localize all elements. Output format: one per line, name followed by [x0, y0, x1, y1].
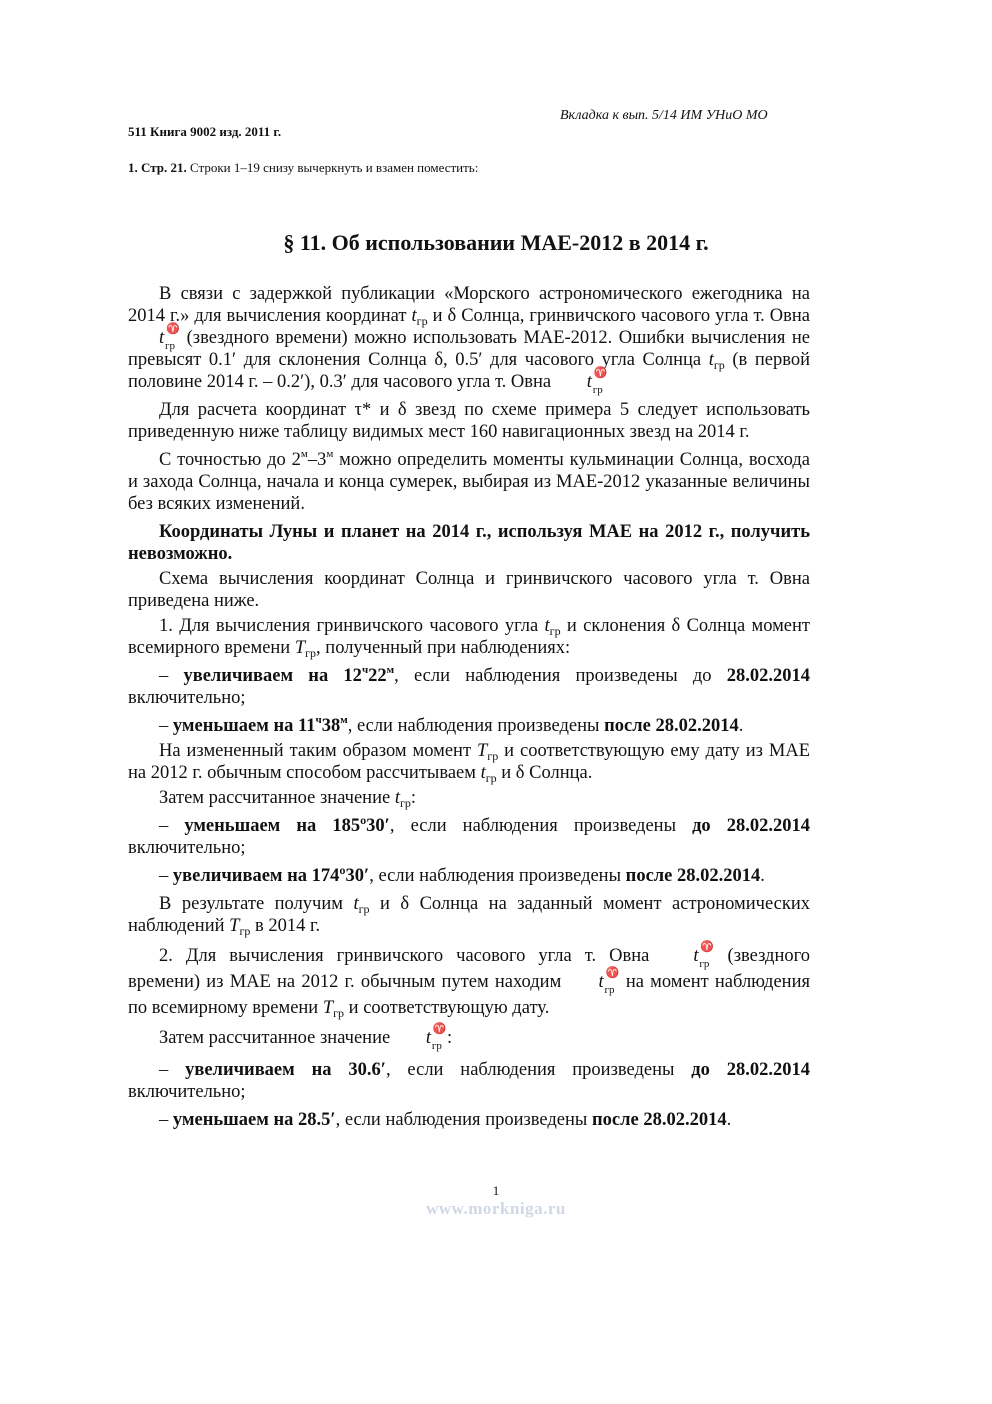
section-title: § 11. Об использовании МАЕ-2012 в 2014 г. — [283, 230, 709, 255]
change-prefix: 1. Стр. 21. — [128, 160, 187, 175]
paragraph-1: В связи с задержкой публикации «Морского астрономического ежегодника на 2014 г.» для вычисления координат $t_{гр}$ и δ Солнца, гринвичского часового угла т. Овна t ♈ гр (звездного времени) можно использовать МАЕ-2012. Ошибки вычисления не превысят 0.1′ для склонения Солнца δ, 0.5′ для часового угла Солнца $t_{гр}$ (в первой половине 2014 г. – 0.2′), 0.3′ для часового угла т. Овна t ♈ гр — [128, 284, 810, 396]
insert-note: Вкладка к вып. 5/14 ИМ УНиО МО — [560, 108, 768, 123]
paragraph-2: Для расчета координат τ* и δ звезд по схеме примера 5 следует использовать приведенную ниже таблицу видимых мест 160 навигационных звезд на 2014 г. — [128, 400, 810, 442]
paragraph-13: В результате получим $t_{гр}$ и δ Солнца на заданный момент астрономических наблюдений $T_{гр}$ в 2014 г. — [128, 894, 810, 938]
change-instruction — [128, 160, 478, 176]
book-reference: 511 Книга 9002 изд. 2011 г. — [128, 124, 282, 139]
paragraph-16: – увеличиваем на 30.6′, если наблюдения произведены до 28.02.2014 включительно; — [128, 1060, 811, 1102]
paragraph-8: – уменьшаем на $11^ч38^м$, если наблюдения произведены после 28.02.2014. — [159, 714, 744, 736]
paragraph-17: – уменьшаем на 28.5′, если наблюдения произведены после 28.02.2014. — [159, 1110, 732, 1130]
section-body — [128, 283, 810, 1137]
website-watermark: www.morkniga.ru — [426, 1199, 566, 1218]
page-number: 1 — [492, 1183, 500, 1198]
change-text: Строки 1–19 снизу вычеркнуть и взамен поместить: — [186, 160, 479, 175]
paragraph-4: Координаты Луны и планет на 2014 г., используя МАЕ на 2012 г., получить невозможно. — [128, 522, 810, 564]
paragraph-11: – уменьшаем на 185º30′, если наблюдения произведены до 28.02.2014 включительно; — [128, 816, 811, 858]
paragraph-15: Затем рассчитанное значение t ♈ гр : — [159, 1023, 453, 1052]
paragraph-6: 1. Для вычисления гринвичского часового угла $t_{гр}$ и склонения δ Солнца момент всемирного времени $T_{гр}$, полученный при наблюдениях: — [128, 616, 810, 660]
paragraph-3: С точностью до $2^м-3^м$ можно определить моменты кульминации Солнца, восхода и захода Солнца, начала и конца сумерек, выбирая из МАЕ-2012 указанные величины без всяких изменений. — [128, 448, 810, 514]
paragraph-9: На измененный таким образом момент $T_{гр}$ и соответствующую ему дату из МАЕ на 2012 г. обычным способом рассчитываем $t_{гр}$ и δ Солнца. — [128, 741, 811, 785]
paragraph-12: – увеличиваем на 174º30′, если наблюдения произведены после 28.02.2014. — [159, 866, 765, 886]
paragraph-7: – увеличиваем на $12^ч22^м$, если наблюдения произведены до 28.02.2014 включительно; — [128, 664, 811, 708]
paragraph-10: Затем рассчитанное значение $t_{гр}$: — [159, 788, 417, 810]
paragraph-14: 2. Для вычисления гринвичского часового угла т. Овна t ♈ гр (звездного времени) из МАЕ на 2012 г. обычным путем находим t ♈ гр на момент наблюдения по всемирному времени $T_{гр}$ и соответствующую дату. — [128, 941, 810, 1020]
paragraph-5: Схема вычисления координат Солнца и гринвичского часового угла т. Овна приведена ниже. — [128, 569, 810, 611]
